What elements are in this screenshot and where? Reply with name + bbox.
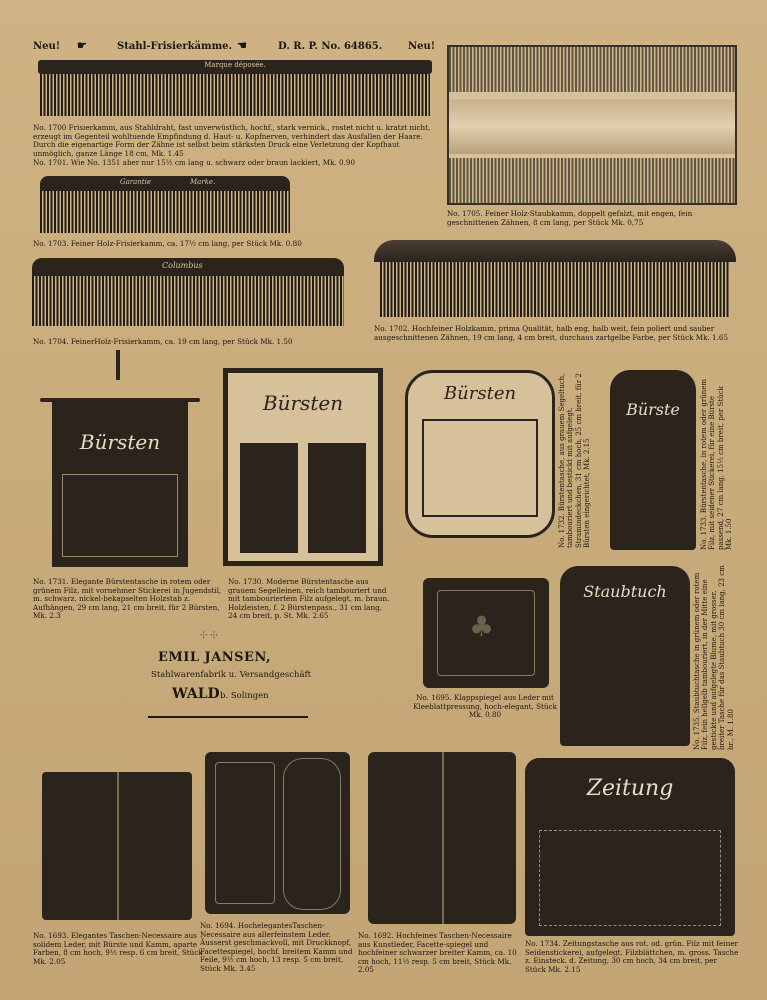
bag-pocket-left [240, 443, 298, 553]
dust-cloth-bag-1735 [560, 566, 690, 746]
comb-1704-spine [32, 258, 344, 276]
firm-name: EMIL JANSEN, [158, 650, 272, 665]
caption-1731: No. 1731. Elegante Bürstentasche in rotem oder grünem Filz, mit vornehmer Stickerei in Jugendstil, m. schwarz. nickel-bekapselten Holzstab z. Aufhängen, 29 cm lang, 21 cm breit, für 2 Bürsten, Mk. 2.3 [33, 577, 222, 621]
firm-place: WALD [172, 686, 220, 702]
brush-bag-1732 [405, 370, 555, 538]
caption-1704: No. 1704. FeinerHolz-Frisierkamm, ca. 19 cm lang, per Stück Mk. 1.50 [33, 337, 293, 346]
embroidery-text: Zeitung [586, 776, 674, 801]
caption-1700: No. 1700 Frisierkamm, aus Stahldraht, fast unverwüstlich, hochf., stark vernick., rostet nicht u. kratzt nicht, erzeugt im Gegenteil wohltuende Empfindung d. Haut- u. Kopfnerven, verhindert das Ausfallen der Haare. Durch die eigenartige Form der Zähne ist selbst beim stärksten Druck eine Verletzung der Kopfhaut unmöglich, ganze Länge 18 cm, Mk. 1.45 [33, 123, 431, 158]
divider-rule [148, 716, 308, 718]
comb-brand-mark: Marque déposée. [204, 61, 266, 69]
page-title: Stahl-Frisierkämme. [117, 41, 233, 52]
comb-guarantee-mark: Garantie [120, 178, 151, 186]
case-right-panel [283, 758, 341, 910]
hanging-hook [116, 350, 120, 380]
bag-pocket-right [308, 443, 366, 553]
bag-pocket [422, 419, 538, 517]
bag-pocket [539, 830, 721, 926]
caption-1692: No. 1692. Hochfeines Taschen-Necessaire aus Kunstleder, Facette-spiegel und hochfeiner schwarzer breiter Kamm, ca. 10 cm hoch, 11½ resp. 5 cm breit, Stück Mk. 2.05 [358, 931, 517, 975]
newspaper-bag-1734 [525, 758, 735, 936]
firm-description: Stahlwarenfabrik u. Versandgeschäft [151, 670, 312, 680]
embroidery-text: Bürste [626, 400, 680, 419]
embroidery-text: Bürsten [79, 430, 161, 454]
dust-comb-lower-teeth [449, 158, 735, 203]
steel-comb-spine [38, 60, 432, 74]
necessaire-1692 [368, 752, 516, 924]
brush-bag-1730 [223, 368, 383, 566]
embroidery-text: Bürsten [443, 383, 517, 404]
caption-1703: No. 1703. Feiner Holz-Frisierkamm, ca. 17½ cm lang, per Stück Mk. 0.80 [33, 239, 302, 248]
caption-1695: No. 1695. Klappspiegel aus Leder mit Kleeblattpressung, hoch-elegant, Stück Mk. 0.80 [413, 693, 557, 720]
new-badge-left: Neu! [33, 41, 61, 52]
comb-columbus-mark: Columbus [162, 261, 203, 270]
brush-bag-1733 [610, 370, 696, 550]
necessaire-1694 [205, 752, 350, 914]
caption-1694: No. 1694. HochelegantesTaschen-Necessaire aus allerfeinstem Leder. Äusserst geschmackvoll, mit Druckknopf, Facettespiegel, hochf. breitem Kamm und Feile, 9½ cm hoch, 13 resp. 5 cm breit, Stück Mk. 3.45 [200, 921, 353, 973]
dust-comb-image [447, 45, 737, 205]
pointing-hand-icon: ☛ [77, 39, 87, 52]
comb-marke-mark: Marke. [190, 178, 216, 186]
embroidery-text: Bürsten [262, 391, 344, 415]
cloverleaf-icon: ♣ [469, 610, 495, 643]
embroidery-text: Staubtuch [583, 582, 667, 601]
comb-1703-teeth [40, 191, 290, 233]
caption-1701: No. 1701. Wie No. 1351 aber nur 15½ cm lang u. schwarz oder braun lackiert, Mk. 0.90 [33, 158, 356, 167]
caption-1734: No. 1734. Zeitungstasche aus rot. od. grün. Filz mit feiner Seidenstickerei, aufgelegt. Filzblättchen, m. gross. Tasche z. Einsteck. d. Zeitung, 30 cm hoch, 34 cm breit, per Stück Mk. 2.15 [525, 939, 739, 974]
caption-1705: No. 1705. Feiner Holz-Staubkamm, doppelt gefalzt, mit engen, fein geschnittenen Zähnen, 8 cm lang, per Stück Mk. 0,75 [447, 209, 693, 227]
dust-comb-upper-teeth [449, 47, 735, 92]
folding-mirror-1695 [423, 578, 549, 688]
new-badge-right: Neu! [408, 41, 436, 52]
ornament-icon: ⸭ ⸭ [200, 631, 218, 641]
necessaire-1693 [42, 772, 192, 920]
comb-1702-teeth [380, 262, 730, 317]
comb-1704-teeth [32, 276, 344, 326]
steel-comb-teeth [40, 74, 430, 116]
case-left-panel [215, 762, 275, 904]
case-fold [117, 772, 119, 920]
comb-1702-spine [374, 240, 736, 262]
firm-place-suffix: b. Solingen [220, 691, 269, 701]
patent-number: D. R. P. No. 64865. [278, 41, 383, 52]
bag-pocket [62, 474, 178, 557]
dust-comb-center-bar [449, 99, 735, 154]
brush-bag-1731 [52, 402, 188, 567]
comb-1703-spine [40, 176, 290, 191]
caption-1732: No. 1732. Bürstentasche, aus grauem Segeltuch, tambouriert und bestickt mit aufgelegt. Stramindeckchen, 31 cm hoch, 25 cm breit, für 2 Bürsten eingerichtet, Mk. 2.15 [558, 373, 592, 548]
caption-1730: No. 1730. Moderne Bürstentasche aus grauem Segelleinen, reich tambouriert und mit tambouriertem Filz aufgelegt, m. braun. Holzleisten, f. 2 Bürstenpass., 31 cm lang, 24 cm breit, p. St. Mk. 2.65 [228, 577, 390, 621]
pointing-hand-icon: ☛ [237, 39, 247, 52]
caption-1693: No. 1693. Elegantes Taschen-Necessaire aus solidem Leder, mit Bürste und Kamm, aparte Farben, 8 cm hoch, 9½ resp. 6 cm breit, Stück Mk. 2.05 [33, 931, 203, 966]
caption-1733: No. 1733. Bürstentasche, in rotem oder grünem Filz, mit seidener Stickerei, für eine Bürste passend, 27 cm lang, 15½ cm breit, per Stück Mk. 1.50 [700, 379, 734, 550]
case-fold [442, 752, 444, 924]
caption-1735: No. 1735. Staubtuchtasche in grünem oder rotem Filz, fein hellgelb tambouriert, in der Mitte eine gestickte und aufgelegte Blume, mit grosser, breiter Tasche für das Staubtuch 30 cm lang, 23 cm br., M. 1.80 [693, 565, 735, 750]
caption-1702: No. 1702. Hochfeiner Holzkamm, prima Qualität, halb eng, halb weit, fein poliert und sauber ausgeschnittenen Zähnen, 19 cm lang, 4 cm breit, durchaus zartgelbe Farbe, per Stück Mk. 1.65 [374, 324, 729, 342]
